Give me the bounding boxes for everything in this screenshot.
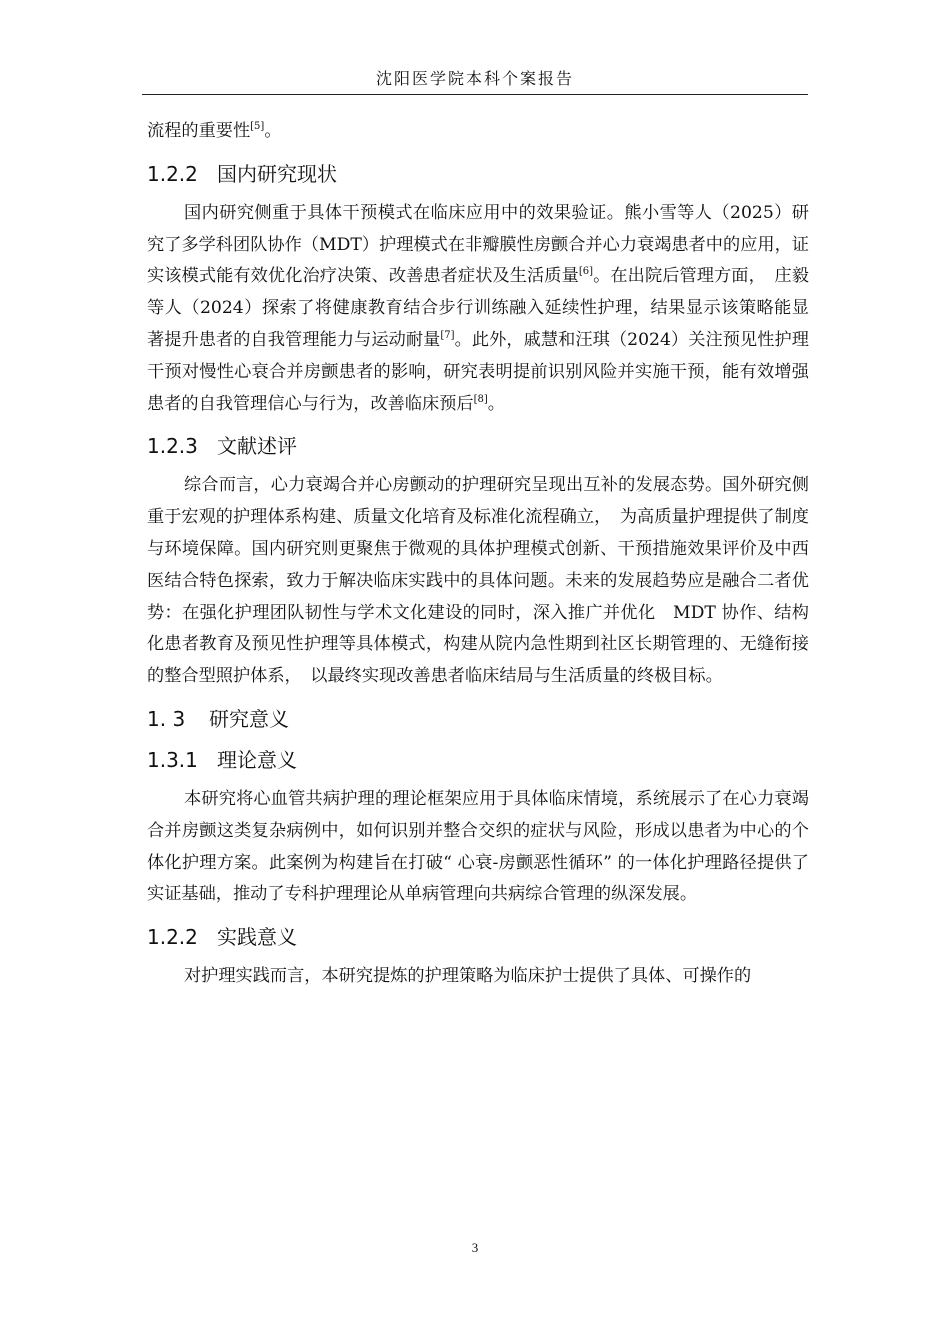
- section-heading-theoretical-significance: [147, 745, 809, 775]
- citation-ref: [8]: [473, 393, 488, 405]
- section-heading-practical-significance: [147, 922, 809, 952]
- document-body: [147, 116, 809, 993]
- section-title: 实践意义: [217, 925, 297, 950]
- section-title: 国内研究现状: [217, 161, 337, 186]
- section-number: 1.2.2: [147, 161, 198, 186]
- section-heading-research-significance: [147, 704, 809, 734]
- citation-ref: [7]: [440, 329, 455, 341]
- citation-ref: [5]: [250, 121, 265, 132]
- section-title: 文献述评: [217, 434, 297, 459]
- paragraph-practical-significance: 对护理实践而言，本研究提炼的护理策略为临床护士提供了具体、可操作的: [183, 966, 752, 987]
- section-number: 1.3.1: [147, 747, 198, 772]
- paragraph-theoretical-significance: 本研究将心血管共病护理的理论框架应用于具体临床情境，系统展示了在心力衰竭合并房颤这类复杂病例中，如何识别并整合交织的症状与风险，形成以患者为中心的个体化护理方案。此案例为构建旨在打破“ 心衰-房颤恶性循环” 的一体化护理路径提供了实证基础，推动了专科护理理论从单病管理向共病综合管理的纵深发展。: [147, 788, 809, 905]
- section-number: 1.2.2: [147, 925, 198, 950]
- paragraph-domestic-research: 国内研究侧重于具体干预模式在临床应用中的效果验证。熊小雪等人（2025）研究了多学科团队协作（MDT）护理模式在非瓣膜性房颤合并心力衰竭患者中的应用，证实该模式能有效优化治疗决策、改善患者症状及生活质量[6]。在出院后管理方面， 庄毅等人（2024）探索了将健康教育结合步行训练融入延续性护理，结果显示该策略能显著提升患者的自我管理能力与运动耐量[7]。此外，戚慧和汪琪（2024）关注预见性护理干预对慢性心衰合并房颤患者的影响，研究表明提前识别风险并实施干预，能有效增强患者的自我管理信心与行为，改善临床预后[8]。: [147, 202, 809, 414]
- section-number: 1.2.3: [147, 434, 198, 459]
- paragraph-literature-review: 综合而言，心力衰竭合并心房颤动的护理研究呈现出互补的发展态势。国外研究侧重于宏观的护理体系构建、质量文化培育及标准化流程确立， 为高质量护理提供了制度与环境保障。国内研究则更聚焦于微观的具体护理模式创新、干预措施效果评价及中西医结合特色探索，致力于解决临床实践中的具体问题。未来的发展趋势应是融合二者优势：在强化护理团队韧性与学术文化建设的同时，深入推广并优化 MDT 协作、结构化患者教育及预见性护理等具体模式，构建从院内急性期到社区长期管理的、无缝衔接的整合型照护体系， 以最终实现改善患者临床结局与生活质量的终极目标。: [147, 475, 809, 687]
- citation-ref: [6]: [578, 266, 594, 278]
- page-footer: [0, 1240, 950, 1256]
- section-heading-literature-review: [147, 431, 809, 461]
- paragraph-continuation: 流程的重要性[5]。: [147, 121, 282, 141]
- section-title: 研究意义: [209, 706, 289, 731]
- page-number: 3: [471, 1240, 479, 1255]
- section-number: 1. 3: [147, 706, 186, 731]
- section-title: 理论意义: [217, 747, 297, 772]
- page-header: [142, 64, 808, 95]
- header-title: 沈阳医学院本科个案报告: [375, 69, 574, 88]
- section-heading-domestic-research: [147, 159, 809, 189]
